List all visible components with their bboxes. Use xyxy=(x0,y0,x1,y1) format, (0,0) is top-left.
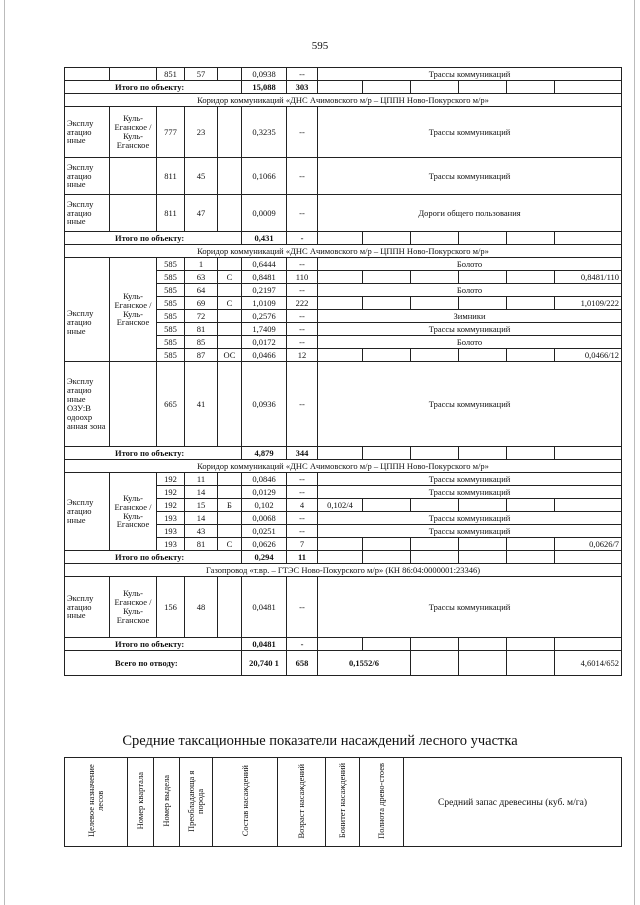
table-cell: Трассы коммуникаций xyxy=(318,512,622,525)
table-cell: -- xyxy=(287,336,318,349)
table-cell: Куль-Еганское / Куль-Еганское xyxy=(110,107,157,158)
table-cell: 0,0626 xyxy=(242,538,287,551)
table-cell: 811 xyxy=(157,158,185,195)
table-cell: 344 xyxy=(287,447,318,460)
object-title-row xyxy=(65,564,622,577)
table-cell: Итого по объекту: xyxy=(65,551,242,564)
table-cell: 585 xyxy=(157,336,185,349)
table-cell: Болото xyxy=(318,284,622,297)
table-cell: 41 xyxy=(185,362,218,447)
table-cell: - xyxy=(287,638,318,651)
table-row xyxy=(65,107,622,158)
table-cell xyxy=(218,258,242,271)
table-cell: -- xyxy=(287,512,318,525)
table-cell: 0,0481 xyxy=(242,638,287,651)
table-cell: 11 xyxy=(185,473,218,486)
table-cell xyxy=(218,486,242,499)
table-row xyxy=(65,195,622,232)
table-cell: 0,0938 xyxy=(242,68,287,81)
table-cell: 0,102 xyxy=(242,499,287,512)
table-cell: 7 xyxy=(287,538,318,551)
table-cell xyxy=(218,525,242,538)
table-cell: Куль-Еганское / Куль-Еганское xyxy=(110,577,157,638)
table-cell: 851 xyxy=(157,68,185,81)
table-cell: Зимники xyxy=(318,310,622,323)
object-title-row xyxy=(65,245,622,258)
table-cell: Всего по отводу: xyxy=(65,651,242,676)
table-cell: Газопровод «т.вр. – ГТЭС Ново-Покурского м/р» (КН 86:04:0000001:23346) xyxy=(65,564,622,577)
table-cell: 585 xyxy=(157,310,185,323)
table-cell: 0,0129 xyxy=(242,486,287,499)
table-cell xyxy=(218,323,242,336)
table-cell: Итого по объекту: xyxy=(65,232,242,245)
table-cell xyxy=(218,362,242,447)
col-species: Преобладающа я порода xyxy=(180,758,213,847)
table-cell: 20,740 1 xyxy=(242,651,287,676)
table-cell: Трассы коммуникаций xyxy=(318,486,622,499)
table-cell: 4,6014/652 xyxy=(555,651,622,676)
table-cell: 14 xyxy=(185,486,218,499)
table-cell: 193 xyxy=(157,525,185,538)
total-row xyxy=(65,551,622,564)
table-cell: 0,431 xyxy=(242,232,287,245)
table-cell: Эксплу атацио нные xyxy=(65,195,110,232)
total-row xyxy=(65,81,622,94)
table-cell: Болото xyxy=(318,336,622,349)
table-cell: 193 xyxy=(157,538,185,551)
table-cell: -- xyxy=(287,323,318,336)
table-cell: Коридор коммуникаций «ДНС Ачимовского м/р – ЦППН Ново-Покурского м/р» xyxy=(65,94,622,107)
col-density: Полнота древо-стоев xyxy=(360,758,404,847)
table-cell: Трассы коммуникаций xyxy=(318,107,622,158)
object-title-row xyxy=(65,94,622,107)
table-cell: Трассы коммуникаций xyxy=(318,577,622,638)
table-cell: 1,7409 xyxy=(242,323,287,336)
table-cell: 0,0846 xyxy=(242,473,287,486)
table-row xyxy=(65,258,622,271)
table-cell: 0,294 xyxy=(242,551,287,564)
table-cell: -- xyxy=(287,195,318,232)
table-cell: 585 xyxy=(157,271,185,284)
page-number: 595 xyxy=(311,40,329,52)
table-cell: 585 xyxy=(157,258,185,271)
table-cell: Трассы коммуникаций xyxy=(318,525,622,538)
table-cell: 15,088 xyxy=(242,81,287,94)
table-cell: 0,102/4 xyxy=(318,499,363,512)
table-cell: 81 xyxy=(185,538,218,551)
col-age: Возраст насаждений xyxy=(278,758,326,847)
table-cell: 12 xyxy=(287,349,318,362)
table-cell: -- xyxy=(287,68,318,81)
table-cell: -- xyxy=(287,362,318,447)
table-cell: 0,0466/12 xyxy=(555,349,622,362)
table-cell: - xyxy=(287,232,318,245)
taxation-table xyxy=(64,757,622,847)
table-cell: 811 xyxy=(157,195,185,232)
col-quarter: Номер квартала xyxy=(128,758,154,847)
table-cell: 57 xyxy=(185,68,218,81)
object-title-row xyxy=(65,460,622,473)
table-cell: 23 xyxy=(185,107,218,158)
table-cell xyxy=(218,512,242,525)
scan-edge-left xyxy=(4,0,5,905)
table-cell: -- xyxy=(287,158,318,195)
total-row xyxy=(65,638,622,651)
table-cell: Эксплу атацио нные ОЗУ:В одоохр анная зона xyxy=(65,362,110,447)
col-purpose: Целевое назначение лесов xyxy=(65,758,128,847)
table-cell: -- xyxy=(287,310,318,323)
table-cell: -- xyxy=(287,486,318,499)
table-cell: 665 xyxy=(157,362,185,447)
taxation-header-row xyxy=(65,758,622,847)
table-cell: -- xyxy=(287,525,318,538)
table-cell: Итого по объекту: xyxy=(65,81,242,94)
table-cell: 0,1066 xyxy=(242,158,287,195)
col-bonitet: Бонитет насаждений xyxy=(326,758,360,847)
table-row xyxy=(65,68,622,81)
table-cell xyxy=(218,473,242,486)
table-cell: Эксплу атацио нные xyxy=(65,473,110,551)
table-cell: -- xyxy=(287,258,318,271)
table-cell: Болото xyxy=(318,258,622,271)
table-cell: 0,0068 xyxy=(242,512,287,525)
table-cell: 69 xyxy=(185,297,218,310)
table-cell xyxy=(218,336,242,349)
table-cell: -- xyxy=(287,473,318,486)
table-cell: Трассы коммуникаций xyxy=(318,323,622,336)
table-cell: 0,0481 xyxy=(242,577,287,638)
table-cell: 0,1552/6 xyxy=(318,651,411,676)
table-cell: С xyxy=(218,297,242,310)
table-cell: ОС xyxy=(218,349,242,362)
table-cell: 0,0626/7 xyxy=(555,538,622,551)
total-row xyxy=(65,447,622,460)
col-plot: Номер выдела xyxy=(154,758,180,847)
table-cell: 11 xyxy=(287,551,318,564)
table-cell: 0,0936 xyxy=(242,362,287,447)
table-cell: Трассы коммуникаций xyxy=(318,68,622,81)
table-cell: 1,0109 xyxy=(242,297,287,310)
grand-total-row xyxy=(65,651,622,676)
table-cell: 777 xyxy=(157,107,185,158)
table-cell: 0,0466 xyxy=(242,349,287,362)
table-cell: 585 xyxy=(157,349,185,362)
table-cell: 110 xyxy=(287,271,318,284)
table-cell: Итого по объекту: xyxy=(65,638,242,651)
table-cell: Дороги общего пользования xyxy=(318,195,622,232)
table-cell: 0,0009 xyxy=(242,195,287,232)
table-cell: Коридор коммуникаций «ДНС Ачимовского м/р – ЦППН Ново-Покурского м/р» xyxy=(65,245,622,258)
table-cell: 14 xyxy=(185,512,218,525)
table-cell: 72 xyxy=(185,310,218,323)
table-cell: -- xyxy=(287,284,318,297)
table-cell: 0,6444 xyxy=(242,258,287,271)
table-cell: 85 xyxy=(185,336,218,349)
table-cell: Трассы коммуникаций xyxy=(318,473,622,486)
col-composition: Состав насаждений xyxy=(213,758,278,847)
table-cell: 1,0109/222 xyxy=(555,297,622,310)
table-cell: Эксплу атацио нные xyxy=(65,284,110,362)
table-cell xyxy=(218,284,242,297)
table-cell: 658 xyxy=(287,651,318,676)
table-cell: 87 xyxy=(185,349,218,362)
table-cell: 222 xyxy=(287,297,318,310)
scan-edge-right xyxy=(634,0,635,905)
table-cell: 0,3235 xyxy=(242,107,287,158)
table-cell: 0,8481/110 xyxy=(555,271,622,284)
table-cell: 585 xyxy=(157,297,185,310)
section-title: Средние таксационные показатели насаждений лесного участка xyxy=(122,733,518,749)
table-cell: Эксплу атацио нные xyxy=(65,577,110,638)
table-cell: 585 xyxy=(157,284,185,297)
table-cell: 63 xyxy=(185,271,218,284)
table-cell: 585 xyxy=(157,323,185,336)
table-cell: 47 xyxy=(185,195,218,232)
table-cell: Эксплу атацио нные xyxy=(65,107,110,158)
table-cell: 43 xyxy=(185,525,218,538)
table-cell: 192 xyxy=(157,473,185,486)
table-cell: 0,2197 xyxy=(242,284,287,297)
table-row xyxy=(65,362,622,447)
table-cell: 0,8481 xyxy=(242,271,287,284)
table-cell xyxy=(218,310,242,323)
table-cell: 81 xyxy=(185,323,218,336)
table-cell: С xyxy=(218,538,242,551)
table-row xyxy=(65,158,622,195)
table-cell: 193 xyxy=(157,512,185,525)
table-cell: -- xyxy=(287,577,318,638)
total-row xyxy=(65,232,622,245)
table-cell: Трассы коммуникаций xyxy=(318,362,622,447)
table-cell: 156 xyxy=(157,577,185,638)
table-cell: 192 xyxy=(157,499,185,512)
table-cell: 4,879 xyxy=(242,447,287,460)
table-cell: Б xyxy=(218,499,242,512)
table-row xyxy=(65,473,622,486)
table-cell: Итого по объекту: xyxy=(65,447,242,460)
table-cell: 4 xyxy=(287,499,318,512)
table-cell: 303 xyxy=(287,81,318,94)
table-cell: 0,0172 xyxy=(242,336,287,349)
allotment-table xyxy=(64,67,622,676)
table-cell: 48 xyxy=(185,577,218,638)
table-row xyxy=(65,577,622,638)
table-cell: Эксплу атацио нные xyxy=(65,158,110,195)
table-cell: 0,0251 xyxy=(242,525,287,538)
table-cell: 64 xyxy=(185,284,218,297)
table-cell: 15 xyxy=(185,499,218,512)
table-cell: Куль-Еганское / Куль-Еганское xyxy=(110,258,157,362)
table-cell: 1 xyxy=(185,258,218,271)
table-cell: Куль-Еганское / Куль-Еганское xyxy=(110,473,157,551)
table-cell: С xyxy=(218,271,242,284)
table-cell: 45 xyxy=(185,158,218,195)
table-cell: 192 xyxy=(157,486,185,499)
table-cell: Коридор коммуникаций «ДНС Ачимовского м/р – ЦППН Ново-Покурского м/р» xyxy=(65,460,622,473)
table-cell: Трассы коммуникаций xyxy=(318,158,622,195)
col-stock: Средний запас древесины (куб. м/га) xyxy=(404,758,622,847)
table-cell: 0,2576 xyxy=(242,310,287,323)
table-cell: -- xyxy=(287,107,318,158)
